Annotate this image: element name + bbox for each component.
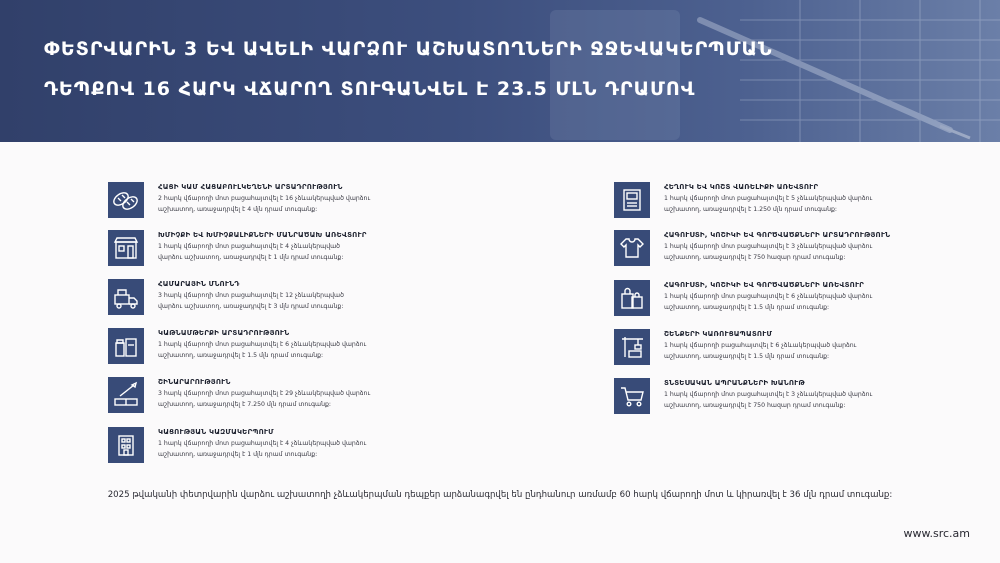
item-desc-line2: վարձու աշխատող, առաջադրվել է 1 մլն դրամ տուգանք:: [158, 254, 344, 261]
item-title: ՇԻՆԱՐԱՐՈՒԹՅՈՒՆ: [158, 378, 231, 386]
item-desc-line1: 1 հարկ վճարողի մոտ բացահայտվել է 3 չձևակերպված վարձու: [664, 391, 873, 398]
item-desc-line1: 3 հարկ վճարողի մոտ բացահայտվել է 29 չձևակերպված վարձու: [158, 390, 371, 397]
item-title: ՀԵՂՈՒԿ ԵՎ ԿՈՇՏ ՎԱՌԵԼԻՔԻ ԱՌԵՎՏՈՒՐ: [664, 183, 819, 191]
summary-note: 2025 թվականի փետրվարին վարձու աշխատողի չձևակերպման դեպքեր արձանագրվել են ընդհանուր առմամբ 60 հարկ վճարողի մոտ և կիրառվել է 36 մլն դրամ տուգանք:: [107, 490, 893, 500]
item-desc-line1: 1 հարկ վճարողի մոտ բացահայտվել է 4 չձևակերպված: [158, 243, 340, 250]
bread-icon: [108, 182, 144, 218]
item-title: ԽՄԻՉՔԻ ԵՎ ԽՄԻՉՔԱԼԻՔՆԵՐԻ ՄԱՆՐԱԾԱԽ ԱՌԵՎՏՈՒՐ: [158, 231, 367, 239]
item-title: ԿԱՑՈՒԹՅԱՆ ԿԱԶՄԱԿԵՐՊՈՒՄ: [158, 428, 274, 436]
item-title: ԿԱԹՆԱՄԹԵՐՔԻ ԱՐՏԱԴՐՈՒԹՅՈՒՆ: [158, 329, 290, 337]
item-desc-line1: 2 հարկ վճարողի մոտ բացահայտվել է 16 չձևակերպված վարձու: [158, 195, 371, 202]
delivery-icon: [108, 279, 144, 315]
item-title: ՀԱԳՈՒՍՏԻ, ԿՈՇԻԿԻ ԵՎ ԳՈՐԾՎԱԾՔՆԵՐԻ ԱՌԵՎՏՈՒՐ: [664, 281, 865, 289]
item-desc-line2: աշխատող, առաջադրվել է 1.5 մլն դրամ տուգանք:: [664, 353, 830, 360]
item-desc-line2: աշխատող, առաջադրվել է 750 հազար դրամ տուգանք:: [664, 254, 846, 261]
item-title: ՏՆՏԵՍԱԿԱՆ ԱՊՐԱՆՔՆԵՐԻ ԽԱՆՈՒԹ: [664, 379, 805, 387]
item-desc-line1: 3 հարկ վճարողի մոտ բացահայտվել է 12 չձևակերպված: [158, 292, 344, 299]
item-title: ՀԱՄԱՐԱՅԻՆ ՄՆՈՒՆԴ: [158, 280, 240, 288]
website-link[interactable]: www.src.am: [903, 527, 970, 540]
item-desc-line2: աշխատող, առաջադրվել է 750 հազար դրամ տուգանք:: [664, 402, 846, 409]
construction-icon: [108, 377, 144, 413]
item-desc-line2: աշխատող, առաջադրվել է 1.5 մլն դրամ տուգանք:: [158, 352, 324, 359]
item-desc-line2: աշխատող, առաջադրվել է 4 մլն դրամ տուգանք:: [158, 206, 318, 213]
item-desc-line1: 1 հարկ վճարողի մոտ բացահայտվել է 4 չձևակերպված վարձու: [158, 440, 367, 447]
item-title: ՀԱՑԻ ԿԱՄ ՀԱՑԱԲՈՒԼԿԵՂԵՆԻ ԱՐՏԱԴՐՈՒԹՅՈՒՆ: [158, 183, 343, 191]
item-desc-line1: 1 հարկ վճարողի բացահայտվել է 6 չձևակերպված վարձու: [664, 342, 857, 349]
documents-pen-background: [400, 0, 1000, 142]
shopping-bags-icon: [614, 280, 650, 316]
item-desc-line2: աշխատող, առաջադրվել է 1.5 մլն դրամ տուգանք:: [664, 304, 830, 311]
products-icon: [108, 328, 144, 364]
item-desc-line1: 1 հարկ վճարողի մոտ բացահայտվել է 6 չձևակերպված վարձու: [664, 293, 873, 300]
page-title-line1: ՓԵՏՐՎԱՐԻՆ 3 ԵՎ ԱՎԵԼԻ ՎԱՐՁՈՒ ԱՇԽԱՏՈՂՆԵՐԻ ՋՋԵՎԱԿԵՐՊՄԱՆ: [44, 38, 773, 60]
page-title-line2: ԴԵՊՔՈՎ 16 ՀԱՐԿ ՎՃԱՐՈՂ ՏՈՒԳԱՆՎԵԼ Է 23.5 ՄԼՆ ԴՐԱՄՈՎ: [44, 78, 696, 100]
item-desc-line1: 1 հարկ վճարողի մոտ բացահայտվել է 6 չձևակերպված վարձու: [158, 341, 367, 348]
item-title: ՀԱԳՈՒՍՏԻ, ԿՈՇԻԿԻ ԵՎ ԳՈՐԾՎԱԾՔՆԵՐԻ ԱՐՏԱԴՐՈՒԹՅՈՒՆ: [664, 231, 891, 239]
kiosk-icon: [614, 182, 650, 218]
cart-icon: [614, 378, 650, 414]
building-icon: [108, 427, 144, 463]
item-desc-line2: աշխատող, առաջադրվել է 7.250 մլն դրամ տուգանք:: [158, 401, 332, 408]
clothes-icon: [614, 230, 650, 266]
store-icon: [108, 230, 144, 266]
item-desc-line2: վարձու աշխատող, առաջադրվել է 3 մլն դրամ տուգանք:: [158, 303, 344, 310]
item-title: ՇԵՆՔԵՐԻ ԿԱՌՈՒՑԱՊԱՏՈՒՄ: [664, 330, 773, 338]
item-desc-line1: 1 հարկ վճարողի մոտ բացահայտվել է 3 չձևակերպված վարձու: [664, 243, 873, 250]
item-desc-line1: 1 հարկ վճարողի մոտ բացահայտվել է 5 չձևակերպված վարձու: [664, 195, 873, 202]
item-desc-line2: աշխատող, առաջադրվել է 1.250 մլն դրամ տուգանք:: [664, 206, 838, 213]
crane-icon: [614, 329, 650, 365]
header-banner: [0, 0, 1000, 142]
item-desc-line2: աշխատող, առաջադրվել է 1 մլն դրամ տուգանք:: [158, 451, 318, 458]
